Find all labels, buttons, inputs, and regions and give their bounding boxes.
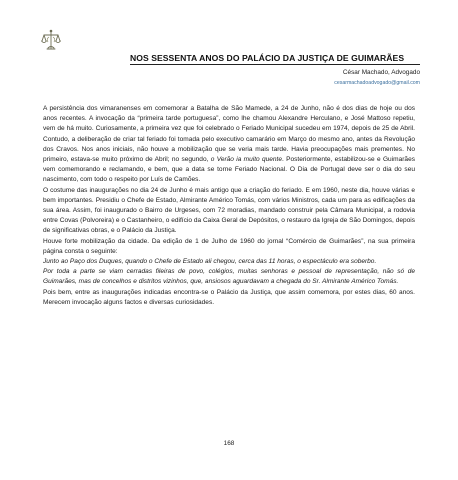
author-email-link[interactable]: cesarmachadoadvogado@gmail.com: [334, 80, 420, 86]
quote-paragraph-2: Por toda a parte se viam cerradas fileiras de povo, colégios, muitas senhoras e pessoal de representação, não só de Guimarães, mas de concelhos e distritos vizinhos, que, ansiosos aguardavam a chegada do Sr. Almirante Américo Tomás.: [43, 268, 415, 286]
paragraph-1: [43, 104, 415, 186]
paragraph-1-text-c: . Posteriormente, estabilizou-se e Guimarães vem comemorando e reclamando, e bem, que a data se torne Feriado Nacional. O Dia de Portugal deve ser o dia do seu nascimento, com todo o respeito por Luís de Camões.: [43, 156, 415, 184]
scales-of-justice-emblem-icon: [40, 28, 62, 52]
article-author: César Machado, Advogado: [342, 69, 420, 76]
article-body: [43, 104, 415, 308]
article-title: NOS SESSENTA ANOS DO PALÁCIO DA JUSTIÇA DE GUIMARÃES: [130, 53, 405, 63]
page-number: 168: [223, 440, 235, 447]
title-divider: [130, 64, 420, 65]
paragraph-2: O costume das inaugurações no dia 24 de Junho é mais antigo que a criação do feriado. E em 1960, neste dia, houve várias e bem importantes. Presidiu o Chefe de Estado, Almirante Américo Tomás, com vários Ministros, cada um para as edificações da sua área. Assim, foi inaugurado o Bairro de Urgeses, com 72 moradias, mandado construir pela Câmara Municipal, a rodovia entre Covas (Polvoreira) e o Castanheiro, o edifício da Caixa Geral de Depósitos, o restauro da Igreja de São Domingos, depois de significativas obras, e o Palácio da Justiça.: [43, 186, 415, 235]
paragraph-1-italic: o Verão ia muito quente: [210, 156, 282, 164]
paragraph-3: Houve forte mobilização da cidade. Da edição de 1 de Julho de 1960 do jornal “Comércio de Guimarães”, na sua primeira página consta o seguinte:: [43, 237, 415, 255]
paragraph-6: Pois bem, entre as inaugurações indicadas encontra-se o Palácio da Justiça, que assim comemora, por estes dias, 60 anos. Merecem invocação alguns factos e diversas curiosidades.: [43, 288, 415, 306]
quote-paragraph-1: Junto ao Paço dos Duques, quando o Chefe de Estado ali chegou, cerca das 11 horas, o espectáculo era soberbo.: [43, 258, 377, 266]
paragraph-1-text-a: A persistência dos vimaranenses em comemorar a Batalha de São Mamede, a 24 de Junho, não é dos dias de hoje ou dos anos recentes. A invocação da “primeira tarde portuguesa”, como lhe chamou Alexandre Herculano, e José Mattoso repetiu, vem de há muito. Curiosamente, a primeira vez que foi celebrado o Feriado Municipal sucedeu em 1974, depois de 25 de Abril. Contudo, a deliberação de criar tal feriado foi tomada pelo executivo camarário em Março do mesmo ano, antes da Revolução dos Cravos. Nos anos iniciais, não houve a mobilização que se veria mais tarde. Havia preocupações mais prementes. No primeiro, estava-se muito próximo de Abril; no segundo,: [43, 105, 415, 164]
